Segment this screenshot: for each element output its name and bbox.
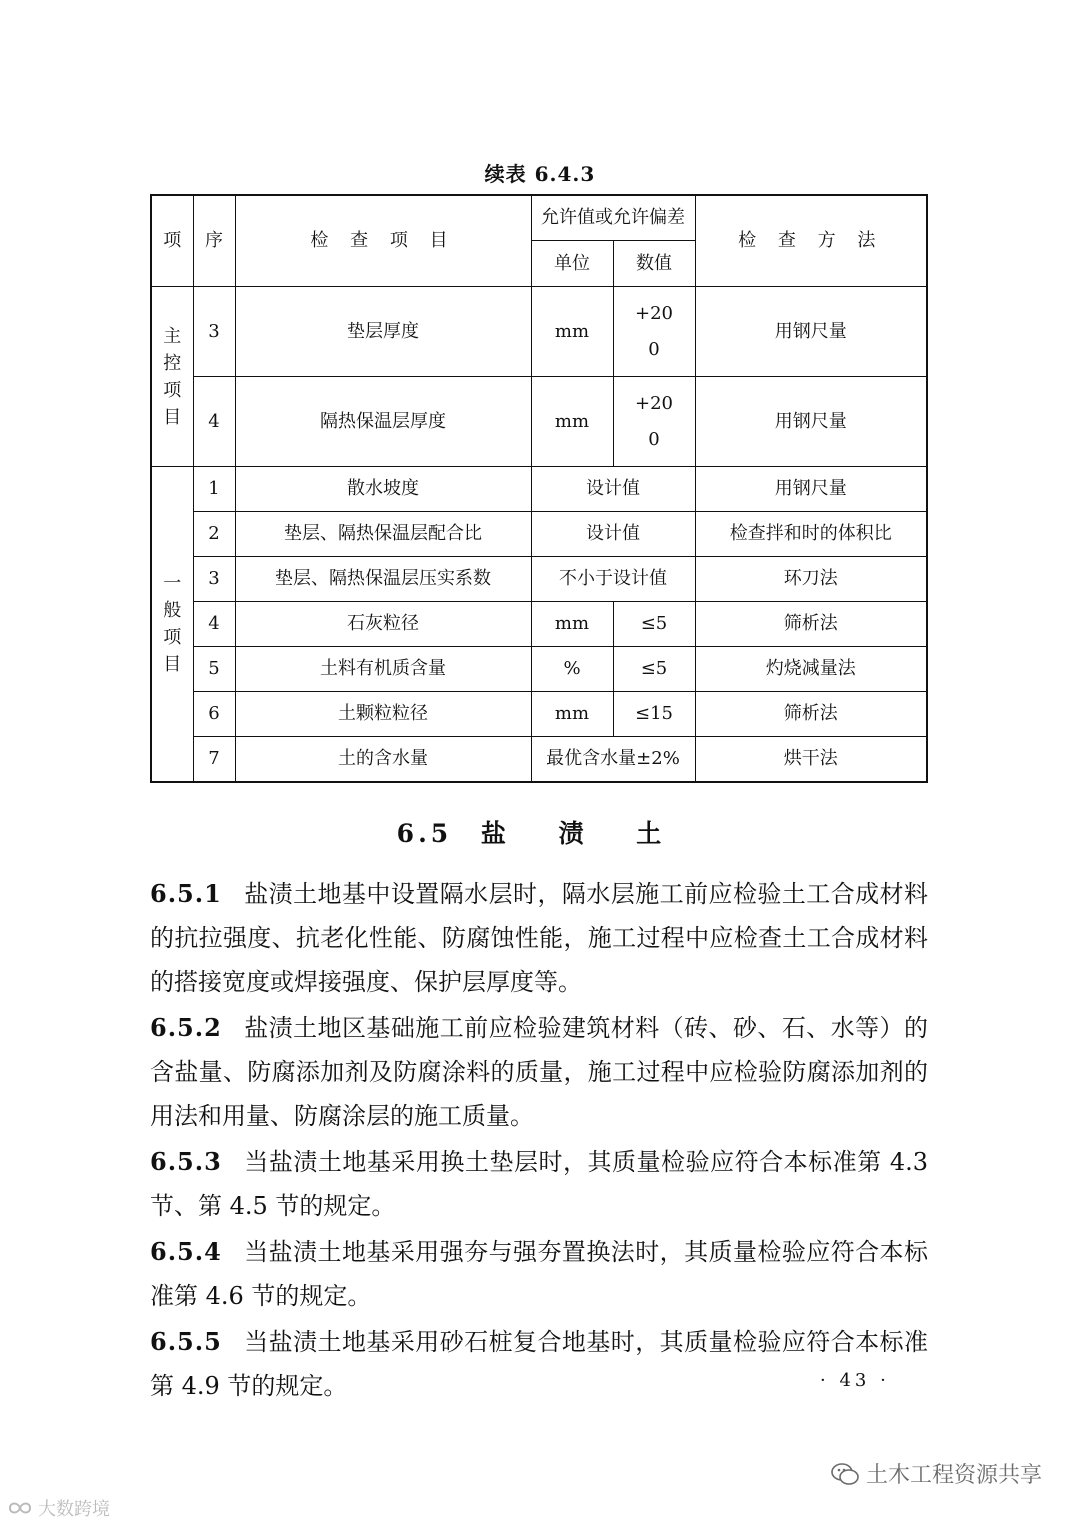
watermark-text: 土木工程资源共享 <box>865 1463 1042 1488</box>
row-item: 散水坡度 <box>235 467 531 512</box>
row-method: 筛析法 <box>695 692 927 737</box>
row-item: 土料有机质含量 <box>235 647 531 692</box>
row-tolerance: 设计值 <box>531 467 695 512</box>
value-lower: 0 <box>648 338 660 360</box>
clause <box>150 1140 928 1228</box>
row-value: ≤15 <box>613 692 695 737</box>
header-unit: 单位 <box>531 241 613 287</box>
watermark <box>830 1458 1042 1489</box>
row-item: 石灰粒径 <box>235 602 531 647</box>
row-item: 垫层厚度 <box>235 287 531 377</box>
section-title: 盐 渍 土 <box>480 819 684 848</box>
row-tolerance: 设计值 <box>531 512 695 557</box>
header-value: 数值 <box>613 241 695 287</box>
header-item: 检 查 项 目 <box>235 195 531 287</box>
table-row <box>151 692 927 737</box>
row-method: 检查拌和时的体积比 <box>695 512 927 557</box>
page-number: · 43 · <box>820 1370 890 1391</box>
row-item: 垫层、隔热保温层配合比 <box>235 512 531 557</box>
row-unit: mm <box>531 602 613 647</box>
table-row <box>151 647 927 692</box>
clause-number: 6.5.5 <box>150 1327 222 1356</box>
clause-text: 当盐渍土地基采用砂石桩复合地基时，其质量检验应符合本标准第 4.9 节的规定。 <box>150 1328 928 1400</box>
clause-text: 盐渍土地基中设置隔水层时，隔水层施工前应检验土工合成材料的抗拉强度、抗老化性能、防腐蚀性能，施工过程中应检查土工合成材料的搭接宽度或焊接强度、保护层厚度等。 <box>150 880 928 996</box>
inspection-table <box>150 194 928 783</box>
row-unit: % <box>531 647 613 692</box>
table-row <box>151 512 927 557</box>
row-tolerance: 最优含水量±2% <box>531 737 695 783</box>
row-seq: 6 <box>193 692 235 737</box>
row-value <box>613 377 695 467</box>
row-item: 垫层、隔热保温层压实系数 <box>235 557 531 602</box>
row-method: 烘干法 <box>695 737 927 783</box>
row-item: 土颗粒粒径 <box>235 692 531 737</box>
row-method: 灼烧减量法 <box>695 647 927 692</box>
row-method: 筛析法 <box>695 602 927 647</box>
watermark-left <box>6 1495 110 1521</box>
table-row <box>151 377 927 467</box>
table-row <box>151 287 927 377</box>
section-heading <box>0 814 1080 850</box>
value-lower: 0 <box>648 428 660 450</box>
row-item: 土的含水量 <box>235 737 531 783</box>
header-method: 检 查 方 法 <box>695 195 927 287</box>
row-method: 环刀法 <box>695 557 927 602</box>
general-group-label: 一般项目 <box>151 467 193 783</box>
section-number: 6.5 <box>396 819 453 848</box>
row-seq: 3 <box>193 557 235 602</box>
clause-number: 6.5.3 <box>150 1147 222 1176</box>
clause-number: 6.5.1 <box>150 879 222 908</box>
clause-text: 当盐渍土地基采用换土垫层时，其质量检验应符合本标准第 4.3 节、第 4.5 节的规定。 <box>150 1148 928 1220</box>
wechat-icon <box>830 1461 860 1487</box>
row-tolerance: 不小于设计值 <box>531 557 695 602</box>
clause <box>150 1230 928 1318</box>
row-item: 隔热保温层厚度 <box>235 377 531 467</box>
header-category: 项 <box>151 195 193 287</box>
row-method: 用钢尺量 <box>695 377 927 467</box>
value-upper: +20 <box>635 302 673 324</box>
row-seq: 4 <box>193 602 235 647</box>
row-seq: 2 <box>193 512 235 557</box>
clause <box>150 1320 928 1408</box>
clause-list <box>150 872 928 1410</box>
row-value: ≤5 <box>613 602 695 647</box>
clause-text: 当盐渍土地基采用强夯与强夯置换法时，其质量检验应符合本标准第 4.6 节的规定。 <box>150 1238 928 1310</box>
header-seq: 序 <box>193 195 235 287</box>
clause-number: 6.5.2 <box>150 1013 222 1042</box>
clause <box>150 1006 928 1138</box>
row-seq: 4 <box>193 377 235 467</box>
row-value <box>613 287 695 377</box>
row-method: 用钢尺量 <box>695 467 927 512</box>
row-unit: mm <box>531 692 613 737</box>
clause <box>150 872 928 1004</box>
table-caption: 续表 6.4.3 <box>484 162 596 186</box>
infinity-logo-icon <box>6 1498 34 1518</box>
row-value: ≤5 <box>613 647 695 692</box>
table-row <box>151 557 927 602</box>
row-unit: mm <box>531 377 613 467</box>
table-header-row <box>151 195 927 241</box>
table-row <box>151 467 927 512</box>
row-method: 用钢尺量 <box>695 287 927 377</box>
table-row <box>151 602 927 647</box>
main-group-label: 主控项目 <box>151 287 193 467</box>
clause-number: 6.5.4 <box>150 1237 222 1266</box>
row-seq: 1 <box>193 467 235 512</box>
row-seq: 3 <box>193 287 235 377</box>
table-row <box>151 737 927 783</box>
header-tolerance: 允许值或允许偏差 <box>531 195 695 241</box>
row-unit: mm <box>531 287 613 377</box>
watermark-left-text: 大数跨境 <box>38 1499 110 1520</box>
clause-text: 盐渍土地区基础施工前应检验建筑材料（砖、砂、石、水等）的含盐量、防腐添加剂及防腐涂料的质量，施工过程中应检验防腐添加剂的用法和用量、防腐涂层的施工质量。 <box>150 1014 928 1130</box>
value-upper: +20 <box>635 392 673 414</box>
row-seq: 5 <box>193 647 235 692</box>
row-seq: 7 <box>193 737 235 783</box>
